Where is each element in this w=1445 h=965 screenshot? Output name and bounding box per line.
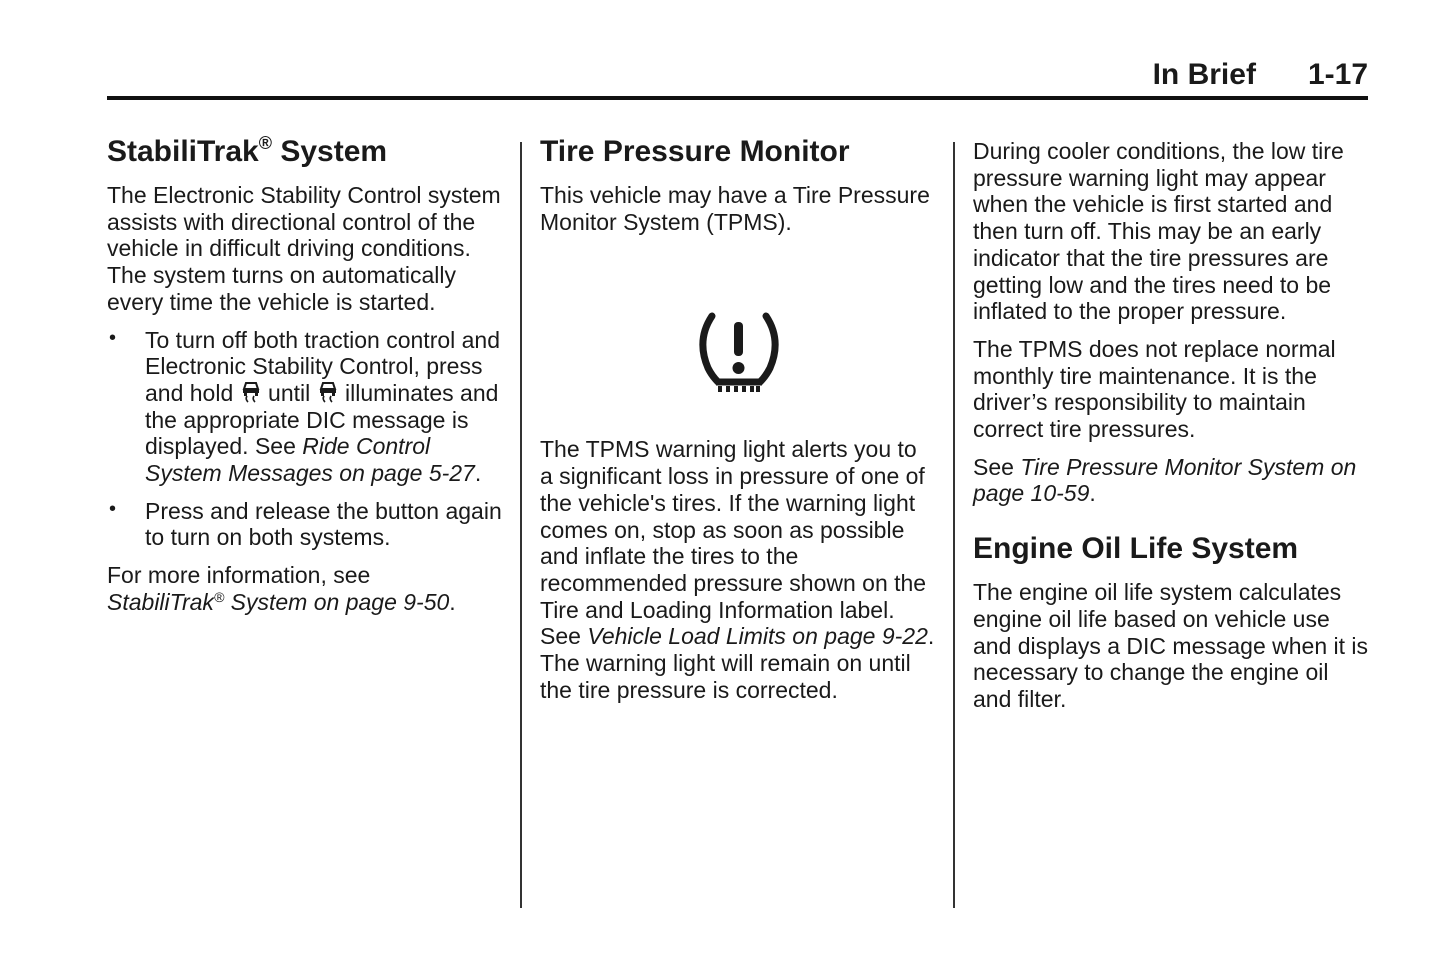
tpms-intro: This vehicle may have a Tire Pressure Monitor System (TPMS). [540,182,930,235]
cross-reference: Vehicle Load Limits on page 9-22 [587,623,928,650]
page-header [107,58,1368,100]
more-info: For more information, see StabiliTrak® System on page 9-50. [107,562,456,615]
column-divider [520,142,522,908]
cross-reference: Ride Control System Messages on page 5-27 [145,433,475,487]
page-number: 1-17 [1307,58,1368,91]
column-divider [953,142,955,908]
tpms-continued-section [973,138,1373,724]
traction-control-off-icon [240,381,262,403]
tpms-body: The TPMS warning light alerts you to a significant loss in pressure of one of the vehicle's tires. If the warning light comes on, stop as soon as possible and inflate the tires to the recommended pressure shown on the Tire and Loading Information label. See Vehicle Load Limits on page 9-22. The warning light will remain on until the tire pressure is corrected. [540,436,935,703]
section-title: In Brief [1152,58,1256,91]
list-item: • Press and release the button again to turn on both systems. [109,497,502,551]
oil-life-heading: Engine Oil Life System [973,532,1299,566]
stabilitrak-section [107,134,507,627]
oil-life-body: The engine oil life system calculates engine oil life based on vehicle use and displays a DIC message when it is necessary to change the engine oil and filter. [973,579,1369,712]
tpms-maintenance: The TPMS does not replace normal monthly tire maintenance. It is the driver’s responsibility to maintain correct tire pressures. [973,335,1336,443]
tpms-icon-area [540,246,935,436]
cross-reference: Tire Pressure Monitor System on page 10-59 [973,453,1357,507]
stabilitrak-heading: StabiliTrak® System [107,133,388,168]
cross-reference: StabiliTrak® System on page 9-50 [107,588,450,615]
traction-control-off-icon [317,381,339,403]
bullet-icon: • [109,326,117,349]
stabilitrak-bullets [107,327,507,552]
tire-pressure-warning-icon [696,310,782,396]
tpms-see-ref: See Tire Pressure Monitor System on page 10-59. [973,453,1357,507]
tire-pressure-section [540,134,935,714]
tire-pressure-heading: Tire Pressure Monitor [540,135,850,168]
list-item: • To turn off both traction control and Electronic Stability Control, press and hold until illuminates and the appropriate DIC message is displayed. See Ride Control System Messages on page 5-27. [109,326,501,487]
bullet-icon: • [109,497,117,520]
stabilitrak-intro: The Electronic Stability Control system assists with directional control of the vehicle in difficult driving conditions. The system turns on automatically every time the vehicle is started. [107,182,501,315]
tpms-cooler-conditions: During cooler conditions, the low tire pressure warning light may appear when the vehicle is first started and then turn off. This may be an early indicator that the tire pressures are getting low and the tires need to be inflated to the proper pressure. [973,138,1344,325]
